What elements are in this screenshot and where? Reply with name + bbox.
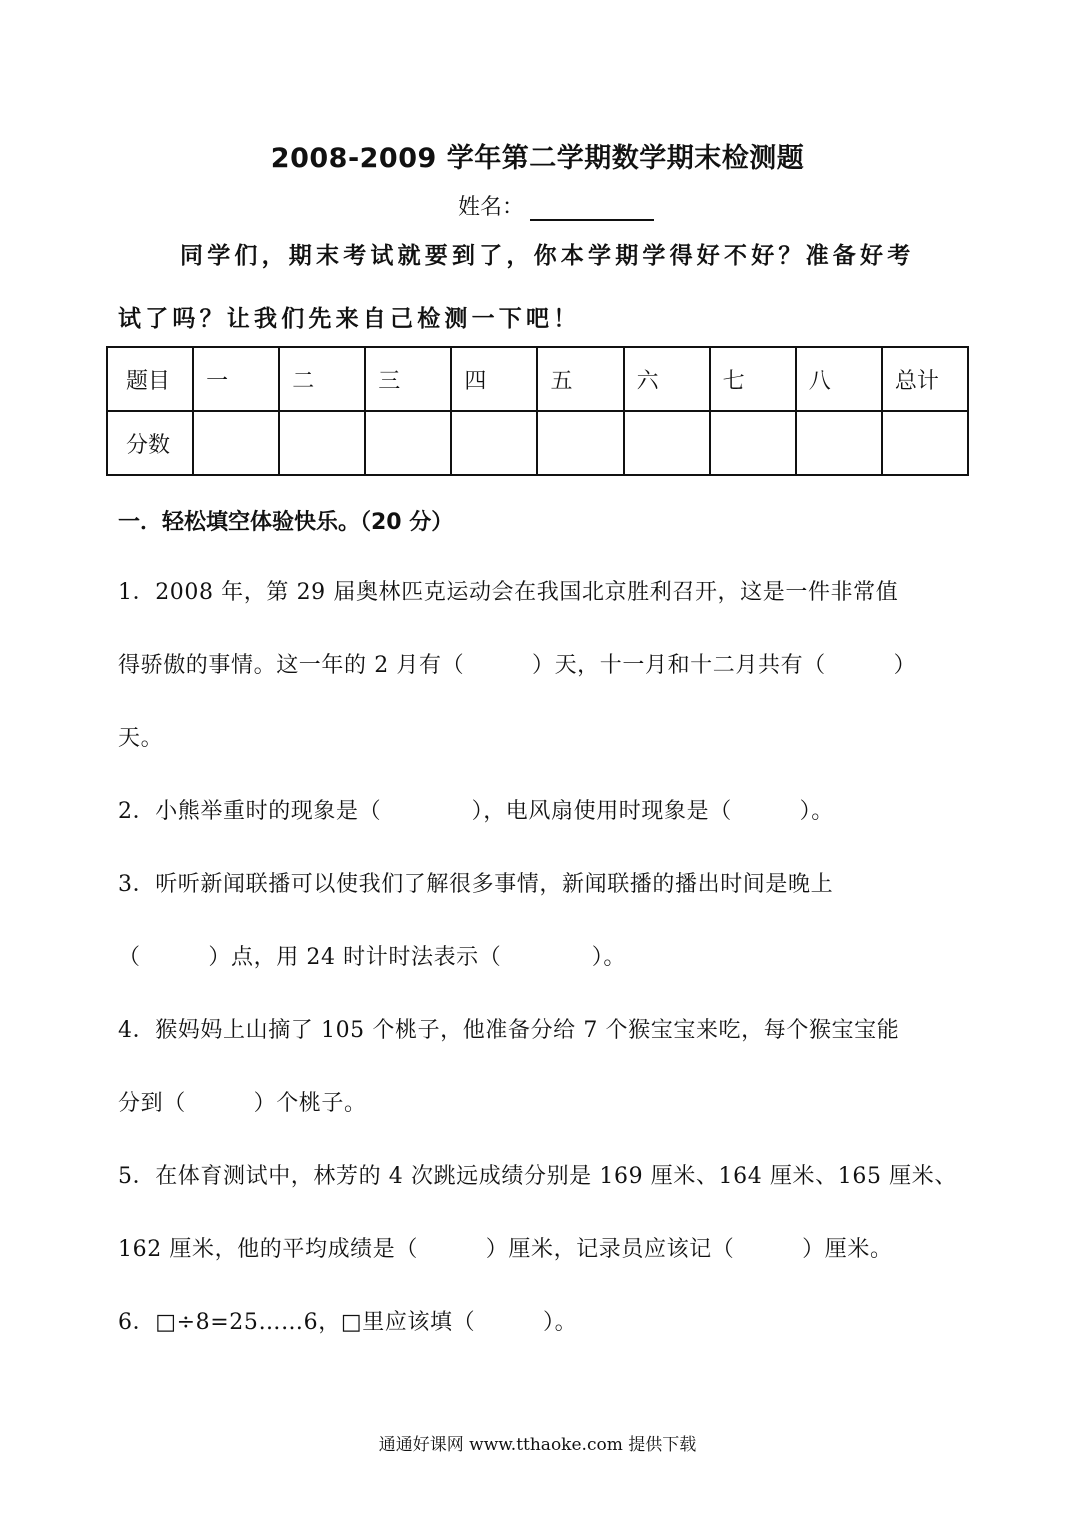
question-line: 6．□÷8=25……6，□里应该填（ ）。 bbox=[118, 1310, 578, 1335]
score-cell bbox=[624, 411, 710, 475]
score-cell bbox=[710, 411, 796, 475]
score-cell bbox=[882, 411, 968, 475]
score-cell bbox=[193, 411, 279, 475]
question-line: 4．猴妈妈上山摘了 105 个桃子，他准备分给 7 个猴宝宝来吃，每个猴宝宝能 bbox=[118, 1018, 900, 1043]
question-line: 分到（ ）个桃子。 bbox=[118, 1091, 367, 1116]
question-line: （ ）点，用 24 时计时法表示（ ）。 bbox=[118, 945, 626, 970]
question-line: 得骄傲的事情。这一年的 2 月有（ ）天，十一月和十二月共有（ ） bbox=[118, 653, 917, 678]
header-cell: 六 bbox=[624, 347, 710, 411]
header-cell: 八 bbox=[796, 347, 882, 411]
intro-line-2: 试了吗？让我们先来自己检测一下吧！ bbox=[118, 306, 581, 332]
header-cell: 三 bbox=[365, 347, 451, 411]
header-cell: 四 bbox=[451, 347, 537, 411]
question-line: 5．在体育测试中，林芳的 4 次跳远成绩分别是 169 厘米、164 厘米、165 厘米、 bbox=[118, 1164, 957, 1189]
question-line: 3．听听新闻联播可以使我们了解很多事情，新闻联播的播出时间是晚上 bbox=[118, 872, 834, 897]
score-table-score-row bbox=[107, 411, 968, 475]
page-title: 2008-2009 学年第二学期数学期末检测题 bbox=[270, 143, 805, 174]
score-cell bbox=[796, 411, 882, 475]
header-cell: 一 bbox=[193, 347, 279, 411]
question-line: 2．小熊举重时的现象是（ ），电风扇使用时现象是（ ）。 bbox=[118, 799, 834, 824]
section-1-title: 一．轻松填空体验快乐。（20 分） bbox=[118, 510, 454, 535]
header-cell: 七 bbox=[710, 347, 796, 411]
header-cell: 二 bbox=[279, 347, 365, 411]
score-cell bbox=[279, 411, 365, 475]
score-cell bbox=[365, 411, 451, 475]
name-field bbox=[458, 190, 654, 221]
header-cell: 五 bbox=[537, 347, 623, 411]
header-cell: 总计 bbox=[882, 347, 968, 411]
score-table bbox=[106, 346, 969, 476]
header-cell: 题目 bbox=[107, 347, 193, 411]
question-line: 162 厘米，他的平均成绩是（ ）厘米，记录员应该记（ ）厘米。 bbox=[118, 1237, 893, 1262]
question-line: 天。 bbox=[118, 726, 164, 751]
score-row-label: 分数 bbox=[107, 411, 193, 475]
score-cell bbox=[451, 411, 537, 475]
name-blank-line bbox=[530, 197, 654, 221]
question-line: 1．2008 年，第 29 届奥林匹克运动会在我国北京胜利召开，这是一件非常值 bbox=[118, 580, 899, 605]
score-table-header-row bbox=[107, 347, 968, 411]
page-footer: 通通好课网 www.tthaoke.com 提供下载 bbox=[378, 1435, 697, 1455]
intro-line-1: 同学们，期末考试就要到了，你本学期学得好不好？准备好考 bbox=[180, 243, 915, 269]
score-cell bbox=[537, 411, 623, 475]
name-label: 姓名： bbox=[458, 195, 525, 220]
